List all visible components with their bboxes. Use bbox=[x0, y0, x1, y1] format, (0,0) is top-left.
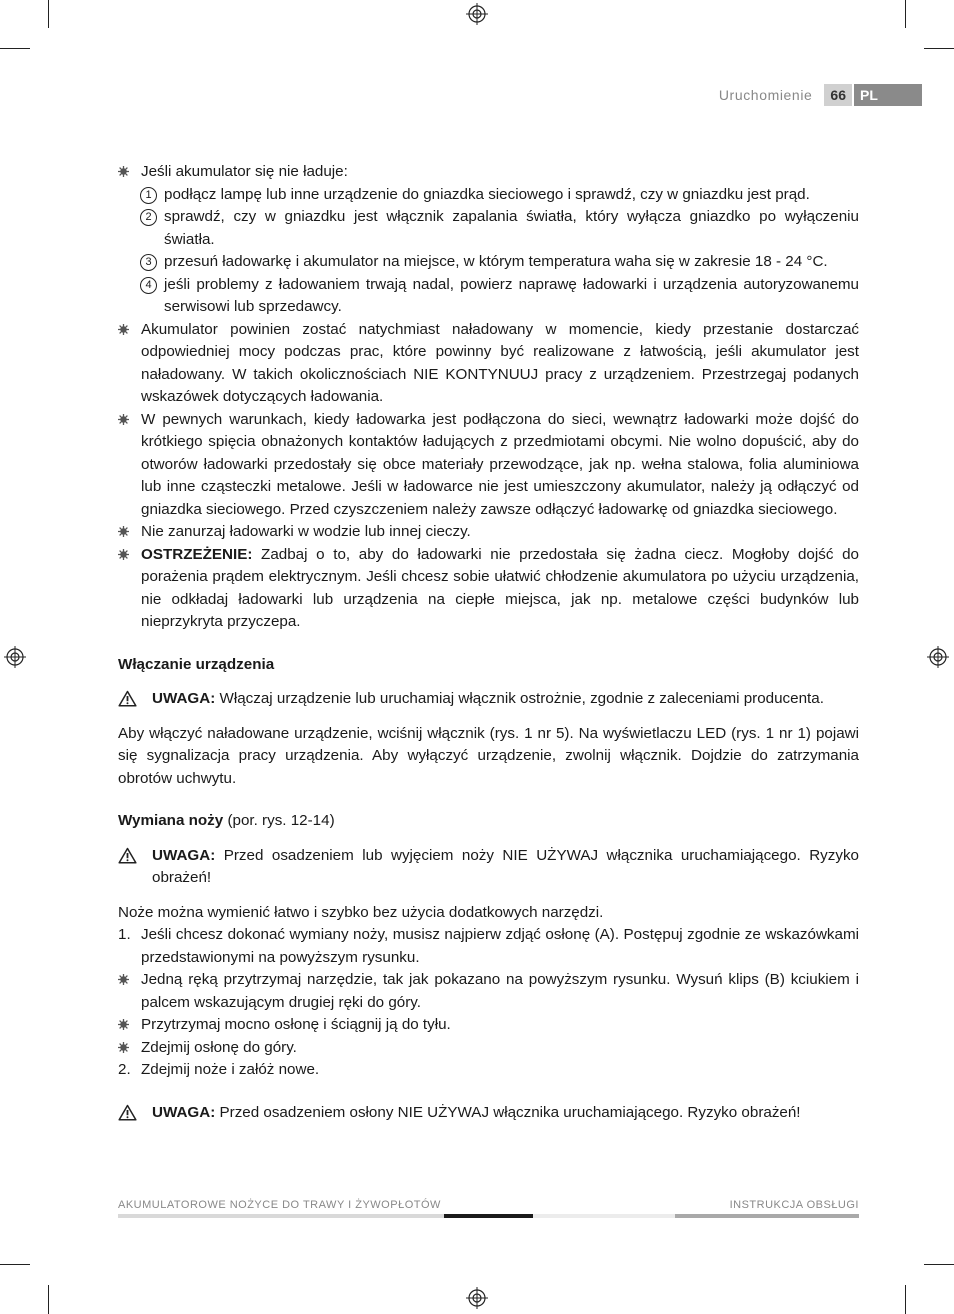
bullet-icon bbox=[118, 549, 129, 560]
bullet-icon bbox=[118, 1042, 129, 1053]
section-title: Uruchomienie bbox=[718, 87, 813, 103]
crop-mark bbox=[48, 0, 49, 28]
heading-bold: Wymiana noży bbox=[118, 812, 224, 829]
paragraph: Noże można wymienić łatwo i szybko bez użycia dodatkowych narzędzi. bbox=[118, 903, 604, 921]
warning-text: Zadbaj o to, aby do ładowarki nie przedostała się żadna ciecz. Mogłoby dojść do porażenia prądem elektrycznym. Jeśli chcesz sobie ułatwić chłodzenie akumulatora po użyciu urządzenia, nie odkładaj ładowarki lub urządzenia na ciepłe miejsca, jak np. metalowe części budynków lub nieprzykryta przyczepa. bbox=[141, 545, 859, 630]
step-text: podłącz lampę lub inne urządzenie do gniazdka sieciowego i sprawdź, czy w gniazdku jest prąd. bbox=[164, 185, 810, 203]
registration-mark-icon bbox=[466, 1287, 488, 1309]
caution-label: UWAGA: bbox=[152, 1103, 216, 1121]
step-text: Zdejmij noże i załóż nowe. bbox=[141, 1061, 320, 1078]
crop-mark bbox=[924, 1264, 954, 1265]
warning-label: OSTRZEŻENIE: bbox=[141, 545, 253, 563]
crop-mark bbox=[48, 1285, 49, 1314]
step-text: przesuń ładowarkę i akumulator na miejsce, w którym temperatura waha się w zakresie 18 - 24 °C. bbox=[164, 253, 828, 270]
registration-mark-icon bbox=[4, 646, 26, 668]
step-number: 2. bbox=[118, 1061, 131, 1078]
warning-triangle-icon bbox=[118, 847, 137, 864]
caution-text: Włączaj urządzenie lub uruchamiaj włącznik ostrożnie, zgodnie z zaleceniami producenta. bbox=[215, 690, 824, 707]
list-item bbox=[118, 544, 859, 634]
step-text: Jeśli chcesz dokonać wymiany noży, musisz najpierw zdjąć osłonę (A). Postępuj zgodnie ze wskazówkami przedstawionymi na powyższym rysunku. bbox=[141, 926, 859, 966]
page-header bbox=[719, 84, 922, 106]
bullet-icon bbox=[118, 166, 129, 177]
crop-mark bbox=[905, 0, 906, 28]
crop-mark bbox=[905, 1285, 906, 1314]
list-item bbox=[118, 319, 859, 409]
list-item bbox=[118, 924, 859, 969]
step-number: 3 bbox=[140, 254, 157, 271]
bullet-icon bbox=[118, 974, 129, 985]
bullet-icon bbox=[118, 1019, 129, 1030]
crop-mark bbox=[0, 48, 30, 49]
list-item bbox=[118, 206, 859, 251]
caution-label: UWAGA: bbox=[152, 690, 216, 707]
footer-bar bbox=[444, 1214, 533, 1218]
crop-mark bbox=[924, 48, 954, 49]
footer-product: AKUMULATOROWE NOŻYCE DO TRAWY I ŻYWOPŁOTÓW bbox=[118, 1199, 441, 1211]
page-number: 66 bbox=[824, 84, 852, 106]
caution-note bbox=[118, 1102, 859, 1125]
footer-doc-type: INSTRUKCJA OBSŁUGI bbox=[729, 1199, 859, 1211]
charging-intro: Jeśli akumulator się nie ładuje: bbox=[141, 163, 348, 180]
warning-triangle-icon bbox=[118, 690, 137, 707]
list-item bbox=[118, 1014, 859, 1037]
bullet-text: Akumulator powinien zostać natychmiast naładowany w momencie, kiedy przestanie dostarczać odpowiedniej mocy podczas prac, które powinny być realizowane z łatwością, jeśli akumulator jest naładowany. W takich okolicznościach NIE KONTYNUUJ pracy z urządzeniem. Przestrzegaj podanych wskazówek dotyczących ładowania. bbox=[141, 320, 859, 405]
list-item bbox=[118, 251, 859, 274]
warning-triangle-icon bbox=[118, 1104, 137, 1121]
registration-mark-icon bbox=[466, 3, 488, 25]
bullet-text: W pewnych warunkach, kiedy ładowarka jest podłączona do sieci, wewnątrz ładowarki może dojść do krótkiego spięcia obnażonych kontaktów ładujących z przedmiotami obcymi. Nie wolno dopuścić, aby do otworów ładowarki przedostały się obce materiały przewodzące, jak np. wełna stalowa, folia aluminiowa lub inne cząsteczki metalowe. Jeśli w ładowarce nie jest umieszczony akumulator, należy ją odłączyć od gniazdka sieciowego. Przed czyszczeniem należy zawsze odłączyć ładowarkę od gniazdka sieciowego. bbox=[141, 410, 859, 518]
bullet-text: Jedną ręką przytrzymaj narzędzie, tak jak pokazano na powyższym rysunku. Wysuń klips (B) kciukiem i palcem wskazującym drugiej ręki do góry. bbox=[141, 971, 859, 1011]
caution-note bbox=[118, 845, 859, 890]
bullet-icon bbox=[118, 324, 129, 335]
step-number: 2 bbox=[140, 209, 157, 226]
paragraph: Aby włączyć naładowane urządzenie, wciśnij włącznik (rys. 1 nr 5). Na wyświetlaczu LED (rys. 1 nr 1) pojawi się sygnalizacja pracy urządzenia. Aby wyłączyć urządzenie, zwolnij włącznik. Dojdzie do zatrzymania obrotów uchwytu. bbox=[118, 724, 859, 787]
step-number: 4 bbox=[140, 277, 157, 294]
section-heading: Włączanie urządzenia bbox=[118, 655, 275, 673]
crop-mark bbox=[0, 1264, 30, 1265]
caution-text: Przed osadzeniem osłony NIE UŻYWAJ włącznika uruchamiającego. Ryzyko obrażeń! bbox=[215, 1103, 801, 1121]
footer-bar bbox=[675, 1214, 859, 1218]
bullet-text: Przytrzymaj mocno osłonę i ściągnij ją do tyłu. bbox=[141, 1016, 451, 1033]
list-item bbox=[118, 521, 859, 544]
caution-note bbox=[118, 688, 859, 711]
language-tag: PL bbox=[854, 84, 922, 106]
step-text: sprawdź, czy w gniazdku jest włącznik zapalania światła, który wyłącza gniazdko po wyłączeniu światła. bbox=[164, 208, 859, 248]
list-item bbox=[118, 274, 859, 319]
list-item bbox=[118, 409, 859, 522]
caution-label: UWAGA: bbox=[152, 846, 216, 864]
step-number: 1 bbox=[140, 187, 157, 204]
step-text: jeśli problemy z ładowaniem trwają nadal, powierz naprawę ładowarki i urządzenia autoryzowanemu serwisowi lub sprzedawcy. bbox=[164, 275, 859, 315]
heading-suffix: (por. rys. 12-14) bbox=[223, 812, 335, 829]
list-item bbox=[118, 969, 859, 1014]
list-item bbox=[118, 184, 859, 207]
bullet-icon bbox=[118, 414, 129, 425]
registration-mark-icon bbox=[927, 646, 949, 668]
list-item bbox=[118, 1059, 859, 1082]
caution-text: Przed osadzeniem lub wyjęciem noży NIE UŻYWAJ włącznika uruchamiającego. Ryzyko obrażeń! bbox=[152, 846, 859, 886]
footer-bar bbox=[533, 1214, 675, 1218]
list-item bbox=[118, 161, 859, 184]
list-item bbox=[118, 1037, 859, 1060]
step-number: 1. bbox=[118, 926, 131, 943]
bullet-text: Nie zanurzaj ładowarki w wodzie lub innej cieczy. bbox=[141, 523, 471, 540]
bullet-icon bbox=[118, 526, 129, 537]
bullet-text: Zdejmij osłonę do góry. bbox=[141, 1038, 297, 1056]
section-heading bbox=[118, 810, 859, 833]
footer-bar bbox=[118, 1214, 444, 1218]
page-content bbox=[118, 161, 859, 1124]
